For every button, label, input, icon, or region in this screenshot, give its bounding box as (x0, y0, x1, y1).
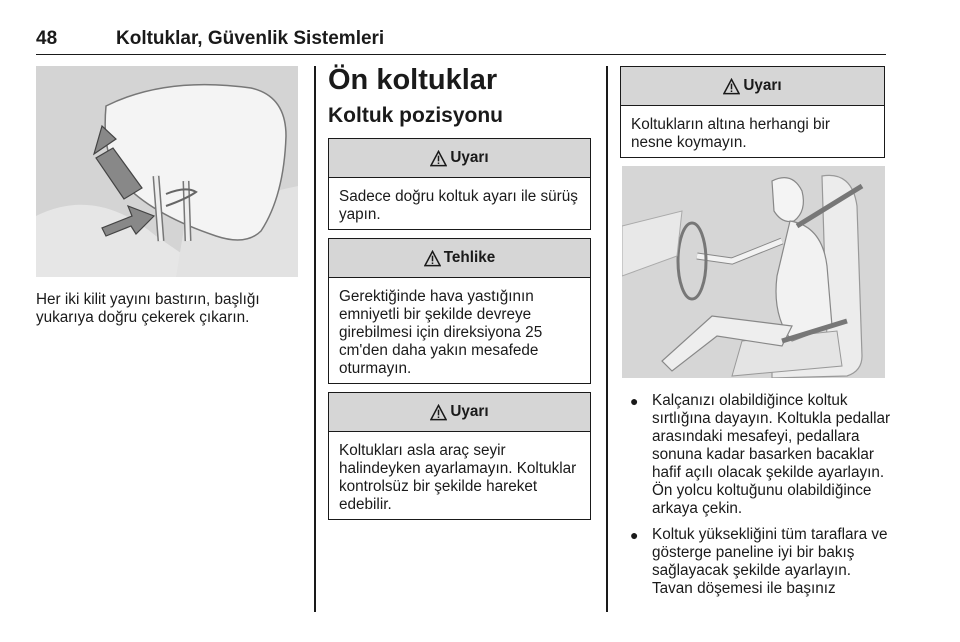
bullet-icon: ● (630, 393, 639, 409)
warning-box-title: Uyarı (743, 77, 782, 94)
warning-box-2 (328, 392, 591, 520)
subsection-title: Koltuk pozisyonu (328, 104, 503, 127)
warning-box-title: Uyarı (450, 403, 489, 420)
list-item-text: Koltuk yüksekliğini tüm taraflara ve gösterge paneline iyi bir bakış sağlayacak şekilde ayarlayın. Tavan döşemesi ile başınız (652, 526, 888, 597)
warning-triangle-icon (430, 404, 447, 421)
list-item (622, 392, 892, 518)
warning-triangle-icon (430, 150, 447, 167)
warning-box-3 (620, 66, 885, 158)
warning-box-1 (328, 138, 591, 230)
warning-triangle-icon (424, 250, 441, 267)
section-title: Ön koltuklar (328, 64, 498, 96)
danger-box-title: Tehlike (443, 249, 496, 266)
page-header (36, 26, 886, 55)
danger-box-header (329, 239, 590, 278)
headrest-caption: Her iki kilit yayını bastırın, başlığı yukarıya doğru çekerek çıkarın. (36, 291, 260, 326)
seat-adjustment-list (622, 392, 892, 606)
warning-box-header (329, 393, 590, 432)
danger-box (328, 238, 591, 384)
warning-box-header (329, 139, 590, 178)
bullet-icon: ● (630, 527, 639, 543)
warning-box-body: Koltukların altına herhangi bir nesne koymayın. (631, 116, 830, 151)
page-number: 48 (36, 28, 58, 49)
list-item (622, 526, 892, 598)
warning-box-body: Koltukları asla araç seyir halindeyken ayarlamayın. Koltuklar kontrolsüz bir şekilde hareket edebilir. (339, 442, 577, 513)
warning-triangle-icon (723, 78, 740, 95)
seat-position-illustration (622, 166, 885, 378)
list-item-text: Kalçanızı olabildiğince koltuk sırtlığına dayayın. Koltukla pedallar arasındaki mesafeyi, pedallara sonuna kadar basarken bacaklar hafif açılı olacak şekilde ayarlayın. Ön yolcu koltuğunu olabildiğince arkaya çekin. (652, 392, 891, 517)
column-divider-right (606, 66, 608, 612)
column-divider-left (314, 66, 316, 612)
headrest-illustration (36, 66, 298, 277)
warning-box-header (621, 67, 884, 106)
danger-box-body: Gerektiğinde hava yastığının emniyetli bir şekilde devreye girebilmesi için direksiyona 25 cm'den daha yakın mesafede oturmayın. (339, 288, 543, 377)
page-title: Koltuklar, Güvenlik Sistemleri (116, 28, 385, 49)
warning-box-body: Sadece doğru koltuk ayarı ile sürüş yapın. (339, 188, 578, 223)
headrest-drawing (36, 66, 298, 277)
warning-box-title: Uyarı (450, 149, 489, 166)
driver-seat-drawing (622, 166, 885, 378)
